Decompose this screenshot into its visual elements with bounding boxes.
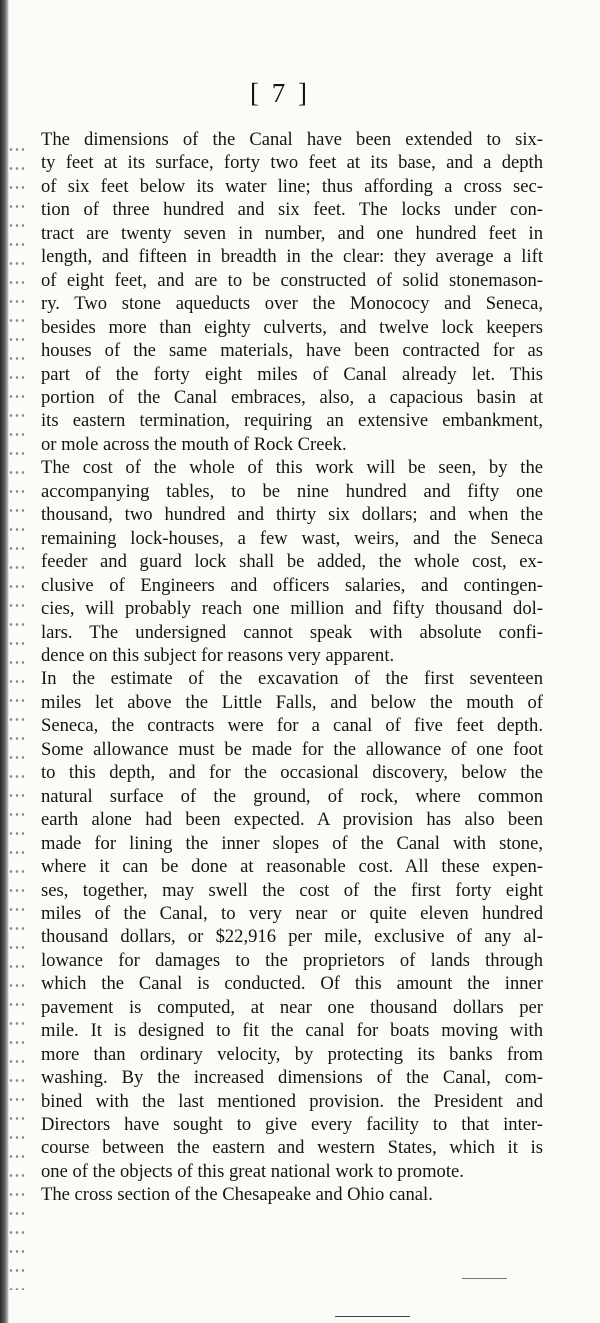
text-line: or mole across the mouth of Rock Creek.: [41, 433, 347, 455]
text-line: lowance for damages to the proprietors of lands through: [41, 949, 543, 971]
text-line: besides more than eighty culverts, and twelve lock keepers: [41, 316, 543, 338]
text-line: bined with the last mentioned provision. the President and: [41, 1090, 543, 1112]
text-line: tion of three hundred and six feet. The locks under con-: [41, 199, 543, 221]
text-line: miles let above the Little Falls, and below the mouth of: [41, 691, 543, 713]
text-line: course between the eastern and western States, which it is: [41, 1137, 543, 1159]
text-line: cies, will probably reach one million and fifty thousand dol-: [41, 598, 543, 620]
text-line: houses of the same materials, have been contracted for as: [41, 340, 543, 362]
text-line: lars. The undersigned cannot speak with absolute confi-: [41, 621, 543, 643]
text-line: accompanying tables, to be nine hundred and fifty one: [41, 480, 543, 502]
text-line: tract are twenty seven in number, and one hundred feet in: [41, 222, 543, 244]
text-line: natural surface of the ground, of rock, where common: [41, 785, 543, 807]
text-line: part of the forty eight miles of Canal already let. This: [41, 363, 543, 385]
bleed-through-mark: [462, 1278, 507, 1279]
text-line: one of the objects of this great national work to promote.: [41, 1160, 464, 1182]
text-line: Seneca, the contracts were for a canal of five feet depth.: [41, 715, 543, 737]
text-line: mile. It is designed to fit the canal for boats moving with: [41, 1020, 543, 1042]
paragraph-estimate: [21, 667, 543, 1183]
text-line: remaining lock-houses, a few wast, weirs, and the Seneca: [41, 527, 543, 549]
text-line: Directors have sought to give every facility to that inter-: [41, 1114, 543, 1136]
text-line: ry. Two stone aqueducts over the Monococy and Seneca,: [41, 293, 543, 315]
text-line: ses, together, may swell the cost of the first forty eight: [41, 879, 543, 901]
paragraph-cost: [21, 456, 543, 667]
text-line: more than ordinary velocity, by protecting its banks from: [41, 1043, 543, 1065]
text-line: portion of the Canal embraces, also, a capacious basin at: [41, 386, 543, 408]
text-line: of eight feet, and are to be constructed of solid stonemason-: [41, 269, 543, 291]
body-text: [21, 128, 543, 1207]
text-line: pavement is computed, at near one thousand dollars per: [41, 996, 543, 1018]
text-line: thousand dollars, or $22,916 per mile, exclusive of any al-: [41, 926, 543, 948]
text-line: The dimensions of the Canal have been extended to six-: [41, 129, 543, 150]
text-line: clusive of Engineers and officers salaries, and contingen-: [41, 574, 543, 596]
text-line: where it can be done at reasonable cost. All these expen-: [41, 856, 543, 878]
text-line: its eastern termination, requiring an extensive embankment,: [41, 410, 543, 432]
text-line: length, and fifteen in breadth in the clear: they average a lift: [41, 246, 543, 268]
page-number: [ 7 ]: [250, 78, 310, 108]
text-line: thousand, two hundred and thirty six dollars; and when the: [41, 504, 543, 526]
text-line: In the estimate of the excavation of the first seventeen: [41, 668, 543, 690]
text-line: made for lining the inner slopes of the Canal with stone,: [41, 832, 543, 854]
text-line: of six feet below its water line; thus affording a cross sec-: [41, 175, 543, 197]
text-line: feeder and guard lock shall be added, the whole cost, ex-: [41, 551, 543, 573]
text-line: miles of the Canal, to very near or quite eleven hundred: [41, 902, 543, 924]
bleed-through-mark: [335, 1316, 410, 1317]
text-line: The cross section of the Chesapeake and Ohio canal.: [41, 1184, 433, 1206]
text-line: dence on this subject for reasons very apparent.: [41, 644, 395, 666]
text-line: washing. By the increased dimensions of the Canal, com-: [41, 1067, 543, 1089]
text-line: The cost of the whole of this work will be seen, by the: [41, 457, 543, 479]
text-line: ty feet at its surface, forty two feet at its base, and a depth: [41, 152, 543, 174]
text-line: to this depth, and for the occasional discovery, below the: [41, 762, 543, 784]
text-line: earth alone had been expected. A provision has also been: [41, 809, 543, 831]
paragraph-cross-section: [21, 1183, 543, 1206]
paragraph-canal-dimensions: [21, 128, 543, 456]
text-line: which the Canal is conducted. Of this amount the inner: [41, 973, 543, 995]
text-line: Some allowance must be made for the allowance of one foot: [41, 738, 543, 760]
